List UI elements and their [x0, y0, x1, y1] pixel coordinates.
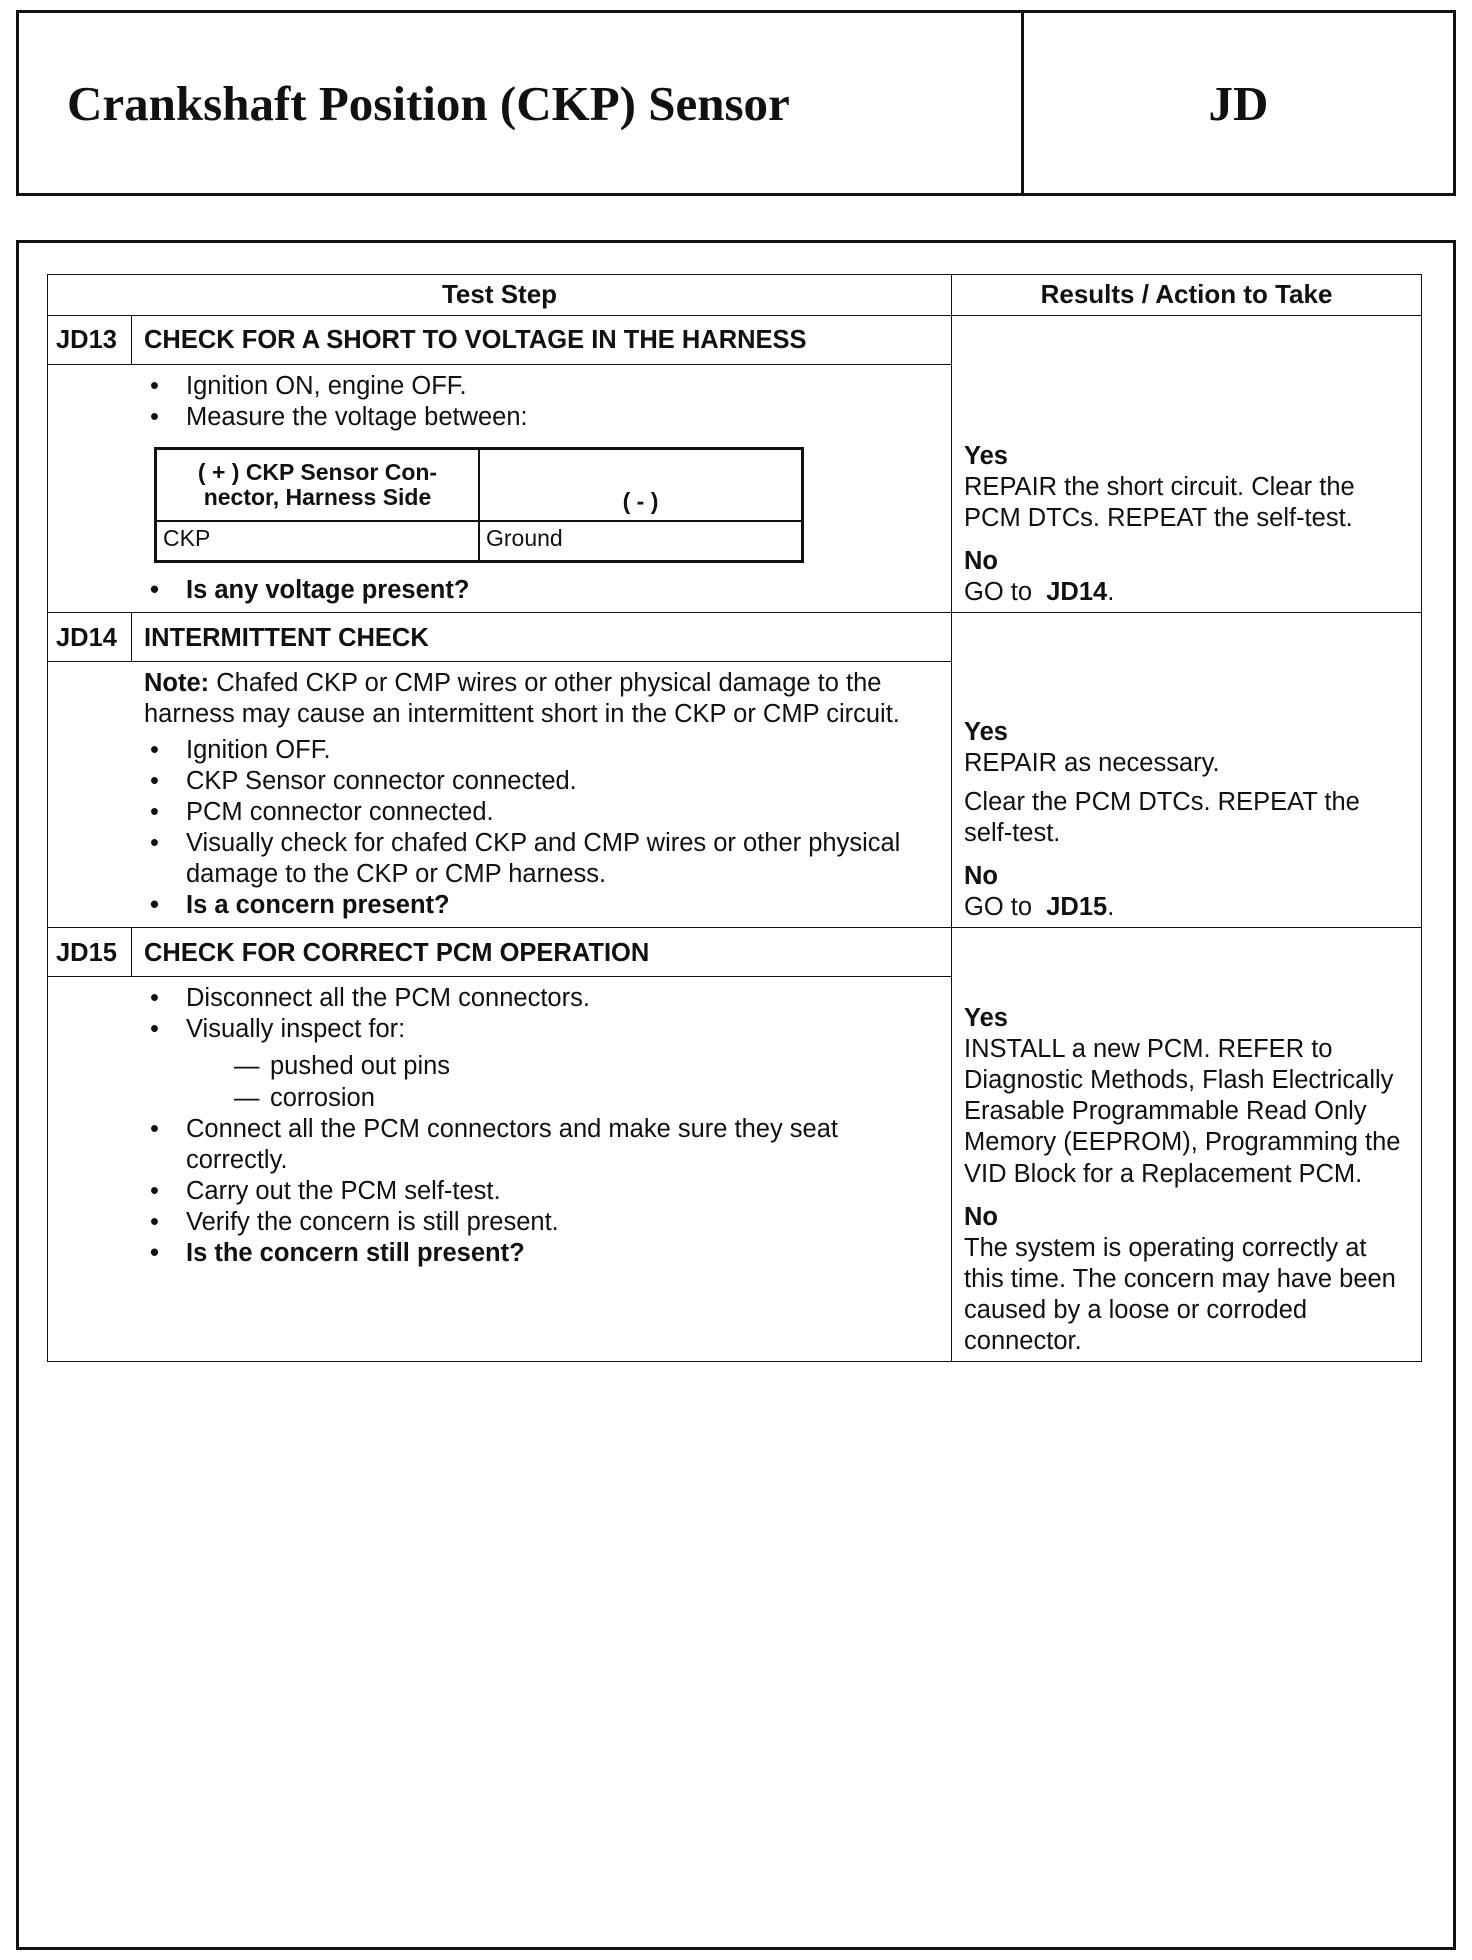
page-header — [16, 10, 1456, 196]
note-label: Note: — [144, 669, 210, 698]
list-item: • Verify the concern is still present. — [144, 1207, 935, 1238]
step-id-jd13: JD13 — [48, 316, 132, 365]
list-item: • Carry out the PCM self-test. — [144, 1176, 935, 1207]
step-id-jd15: JD15 — [48, 928, 132, 977]
yes-label: Yes — [964, 717, 1008, 746]
yes-action: REPAIR as necessary. — [964, 748, 1220, 777]
list-item: • Disconnect all the PCM connectors. — [144, 983, 935, 1014]
step-title-jd14: INTERMITTENT CHECK — [132, 613, 952, 662]
column-header-results: Results / Action to Take — [952, 275, 1422, 316]
list-item: • PCM connector connected. — [144, 797, 935, 828]
test-step-table — [47, 274, 1422, 1362]
question: • Is the concern still present? — [144, 1238, 935, 1269]
measurement-table — [154, 447, 804, 563]
section-code: JD — [1208, 75, 1269, 131]
list-item: • Connect all the PCM connectors and make sure they seat correctly. — [144, 1114, 935, 1176]
no-action-end: . — [1107, 893, 1115, 922]
no-action: The system is operating correctly at this time. The concern may have been caused by a loose or corroded connector. — [964, 1233, 1396, 1356]
meas-cell-ground: Ground — [479, 521, 803, 562]
results-jd13 — [952, 316, 1422, 613]
yes-label: Yes — [964, 1004, 1008, 1032]
step-row-jd14 — [48, 613, 1422, 662]
column-header-test-step: Test Step — [48, 275, 952, 316]
no-label: No — [964, 547, 999, 576]
meas-cell-ckp: CKP — [156, 521, 480, 562]
list-item: • Ignition OFF. — [144, 735, 935, 766]
step-title-jd13: CHECK FOR A SHORT TO VOLTAGE IN THE HARNESS — [132, 316, 952, 365]
meas-header-negative: ( - ) — [479, 449, 803, 522]
no-action-end: . — [1107, 578, 1115, 607]
results-jd15 — [952, 928, 1422, 1362]
list-item: • Visually check for chafed CKP and CMP wires or other physical damage to the CKP or CMP harness. — [144, 828, 935, 890]
yes-action: REPAIR the short circuit. Clear the PCM DTCs. REPEAT the self-test. — [964, 472, 1355, 532]
list-item — [144, 1014, 935, 1113]
note — [144, 668, 935, 730]
yes-action: INSTALL a new PCM. REFER to Diagnostic Methods, Flash Electrically Erasable Programmable Read Only Memory (EEPROM), Programming the VID Block for a Replacement PCM. — [964, 1035, 1401, 1188]
results-jd14 — [952, 613, 1422, 928]
question: • Is any voltage present? — [144, 575, 935, 606]
list-item: • Measure the voltage between: — [144, 402, 935, 433]
no-action-text: GO to — [964, 578, 1033, 607]
yes-label: Yes — [964, 441, 1008, 470]
table-header-row — [48, 275, 1422, 316]
question: • Is a concern present? — [144, 890, 935, 921]
step-row-jd15 — [48, 928, 1422, 977]
step-ref-jd14: JD14 — [1046, 578, 1108, 607]
no-label: No — [964, 1202, 999, 1231]
step-id-jd14: JD14 — [48, 613, 132, 662]
step-ref-jd15: JD15 — [1046, 893, 1108, 922]
page-title: Crankshaft Position (CKP) Sensor — [19, 13, 1024, 193]
no-action — [964, 892, 1413, 923]
step-body-jd15 — [48, 977, 952, 1362]
meas-header-positive: ( + ) CKP Sensor Con- nector, Harness Side — [156, 449, 480, 522]
list-item: • CKP Sensor connector connected. — [144, 766, 935, 797]
no-action — [964, 577, 1413, 608]
no-action-text: GO to — [964, 893, 1033, 922]
no-label: No — [964, 861, 999, 890]
note-text: Chafed CKP or CMP wires or other physical damage to the harness may cause an intermittent short in the CKP or CMP circuit. — [144, 669, 900, 729]
step-body-jd14 — [48, 662, 952, 928]
step-row-jd13 — [48, 316, 1422, 365]
list-item: • Ignition ON, engine OFF. — [144, 371, 935, 402]
sub-item: — corrosion — [228, 1083, 935, 1114]
step-body-jd13 — [48, 365, 952, 613]
list-item-text: Visually inspect for: — [186, 1015, 406, 1044]
yes-action-2: Clear the PCM DTCs. REPEAT the self-test. — [964, 787, 1360, 847]
step-title-jd15: CHECK FOR CORRECT PCM OPERATION — [132, 928, 952, 977]
sub-item: — pushed out pins — [228, 1051, 935, 1082]
